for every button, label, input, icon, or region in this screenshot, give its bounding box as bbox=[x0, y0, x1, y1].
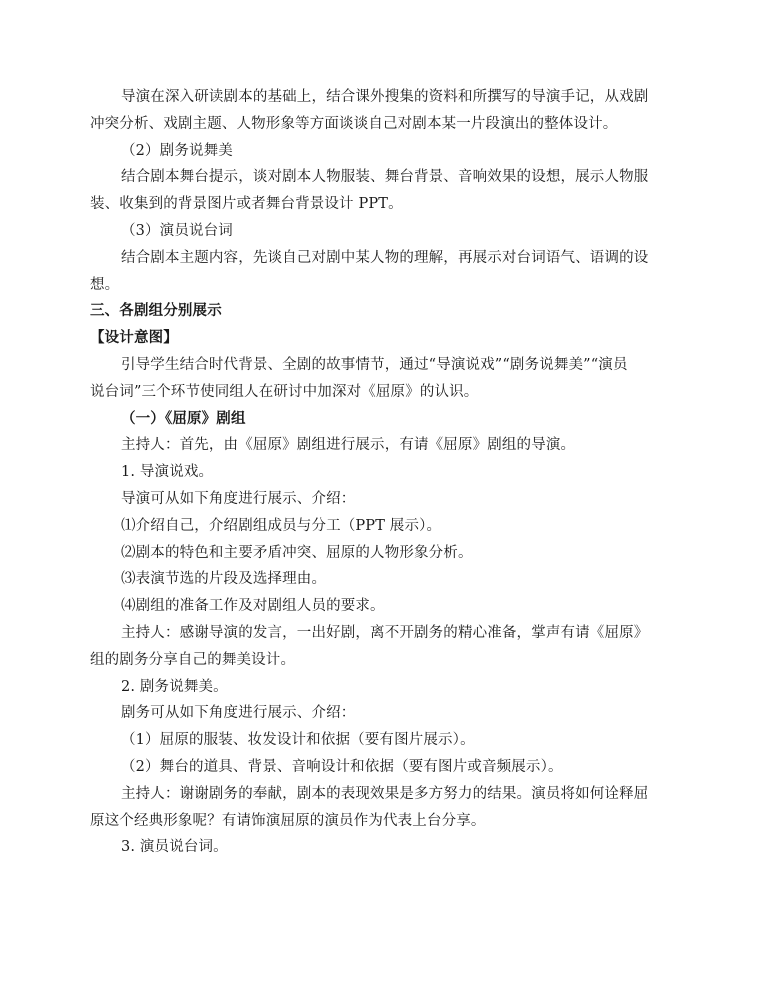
paragraph-line: 引导学生结合时代背景、全剧的故事情节，通过“导演说戏”“剧务说舞美”“演员 bbox=[121, 356, 628, 373]
paragraph-line: 1. 导演说戏。 bbox=[121, 464, 214, 481]
paragraph-line: 主持人：首先，由《屈原》剧组进行展示，有请《屈原》剧组的导演。 bbox=[121, 437, 576, 454]
section-heading: 三、各剧组分别展示 bbox=[90, 303, 222, 320]
paragraph-line: 冲突分析、戏剧主题、人物形象等方面谈谈自己对剧本某一片段演出的整体设计。 bbox=[90, 115, 618, 132]
paragraph-line: ⑷剧组的准备工作及对剧组人员的要求。 bbox=[121, 598, 385, 615]
paragraph-line: ⑴介绍自己，介绍剧组成员与分工（PPT 展示）。 bbox=[121, 517, 442, 534]
paragraph-line: （2）舞台的道具、背景、音响设计和依据（要有图片或音频展示）。 bbox=[121, 758, 563, 775]
paragraph-line: 组的剧务分享自己的舞美设计。 bbox=[90, 651, 296, 668]
paragraph-line: 导演在深入研读剧本的基础上，结合课外搜集的资料和所撰写的导演手记，从戏剧 bbox=[121, 89, 649, 105]
section-heading: 【设计意图】 bbox=[90, 330, 178, 347]
paragraph-line: 结合剧本舞台提示，谈对剧本人物服装、舞台背景、音响效果的设想，展示人物服 bbox=[121, 169, 649, 186]
section-heading: （一）《屈原》剧组 bbox=[121, 410, 246, 427]
paragraph-line: ⑶表演节选的片段及选择理由。 bbox=[121, 571, 327, 588]
paragraph-line: 主持人：感谢导演的发言，一出好剧，离不开剧务的精心准备，掌声有请《屈原》 bbox=[121, 624, 649, 641]
paragraph-line: 剧务可从如下角度进行展示、介绍： bbox=[121, 705, 356, 722]
paragraph-line: 原这个经典形象呢？有请饰演屈原的演员作为代表上台分享。 bbox=[90, 812, 486, 829]
paragraph-line: 主持人：谢谢剧务的奉献，剧本的表现效果是多方努力的结果。演员将如何诠释屈 bbox=[121, 785, 649, 802]
paragraph-line: 3. 演员说台词。 bbox=[121, 839, 228, 856]
paragraph-line: 说台词”三个环节使同组人在研讨中加深对《屈原》的认识。 bbox=[90, 383, 479, 400]
paragraph-line: 结合剧本主题内容，先谈自己对剧中某人物的理解，再展示对台词语气、语调的设 bbox=[121, 249, 649, 266]
paragraph-line: （2）剧务说舞美 bbox=[121, 142, 233, 159]
paragraph-line: 导演可从如下角度进行展示、介绍： bbox=[121, 490, 356, 507]
paragraph-line: 装、收集到的背景图片或者舞台背景设计 PPT。 bbox=[90, 196, 403, 213]
paragraph-line: 想。 bbox=[90, 276, 120, 293]
paragraph-line: （3）演员说台词 bbox=[121, 222, 233, 239]
paragraph-line: ⑵剧本的特色和主要矛盾冲突、屈原的人物形象分析。 bbox=[121, 544, 473, 561]
paragraph-line: （1）屈原的服装、妆发设计和依据（要有图片展示）。 bbox=[121, 732, 475, 749]
paragraph-line: 2. 剧务说舞美。 bbox=[121, 678, 228, 695]
